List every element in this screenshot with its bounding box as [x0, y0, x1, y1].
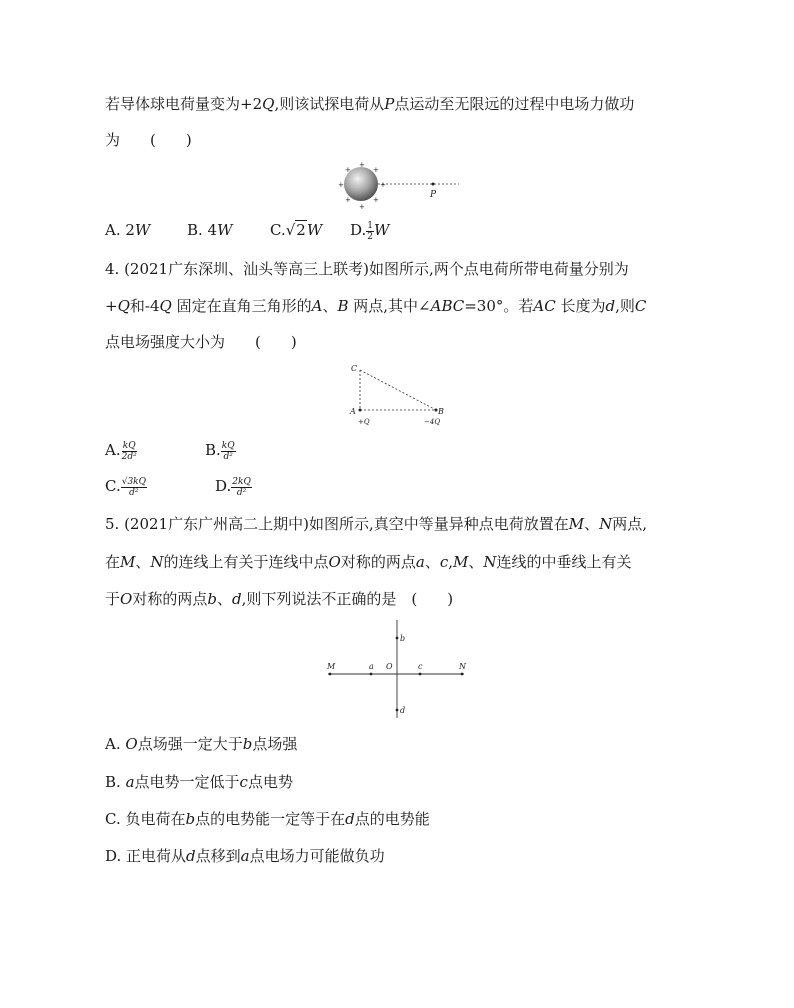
fraction [121, 441, 138, 462]
q4-text: + [105, 297, 118, 315]
fraction [221, 441, 236, 462]
q5-text: 对称的两点 [340, 553, 416, 571]
q4-text: 、 [322, 297, 338, 315]
label-A: A [350, 407, 356, 416]
label-b: b [400, 634, 406, 643]
q4-var: C [634, 297, 647, 315]
q3-option-c [270, 220, 322, 240]
fraction [366, 221, 374, 242]
option-text: B. [205, 441, 221, 459]
svg-text:+: + [345, 166, 351, 174]
q5-var: O [120, 590, 133, 608]
q4-var: B [337, 297, 349, 315]
label-C: C [351, 364, 358, 373]
q5-var: M [120, 553, 136, 571]
q5-text: 于 [105, 590, 121, 608]
q4-stem-line2 [105, 296, 646, 316]
label-P: P [430, 190, 437, 200]
q5-stem-line3 [105, 589, 453, 609]
point-a [370, 673, 373, 676]
q3-stem-line1 [105, 94, 634, 114]
fraction-den: d² [223, 451, 233, 462]
svg-text:+: + [338, 181, 344, 189]
q5-text: 的连线上有关于连线中点 [163, 553, 329, 571]
option-var: W [134, 221, 151, 239]
point-b [396, 637, 399, 640]
q4-var: d [605, 297, 616, 315]
q4-option-c [105, 472, 147, 500]
option-text: 点的电势能一定等于在 [195, 810, 346, 828]
q5-text: , [448, 553, 454, 571]
option-var: c [239, 773, 248, 791]
svg-text:+: + [373, 166, 379, 174]
q5-var: N [599, 515, 613, 533]
q3-stem-line2: 为 ( ) [105, 131, 192, 149]
option-text: 点移到 [195, 847, 241, 865]
fraction-den: d² [129, 487, 139, 498]
q5-var: N [483, 553, 497, 571]
q5-stem-line1 [105, 514, 647, 534]
q4-option-d [215, 472, 252, 500]
q5-text: 连线的中垂线上有关 [496, 553, 632, 571]
q5-option-a [105, 734, 297, 754]
q4-text: ,则 [615, 297, 635, 315]
sqrt-radicand: 2 [296, 221, 306, 239]
q5-var: c [439, 553, 449, 571]
label-plusQ: +Q [358, 418, 370, 426]
q3-option-a [105, 220, 150, 240]
option-text: 点电势 [247, 773, 293, 791]
point-M [329, 673, 332, 676]
option-var: b [185, 810, 196, 828]
option-text: D. [350, 221, 367, 239]
fraction-den: 2 [367, 231, 373, 242]
q5-var: M [568, 515, 585, 533]
option-text: 点电势一定低于 [134, 773, 240, 791]
q4-figure-triangle [344, 358, 454, 430]
q5-text: 5. (2021广东广州高二上期中)如图所示,真空中等量异种点电荷放置在 [105, 515, 569, 533]
q3-var-P: P [384, 95, 395, 113]
q3-text: 点运动至无限远的过程中电场力做功 [394, 95, 635, 113]
q4-var: ABC [430, 297, 465, 315]
label-minus4Q: −4Q [424, 418, 441, 426]
option-var: a [240, 847, 250, 865]
q5-text: 两点, [612, 515, 648, 533]
q5-var: d [231, 590, 242, 608]
option-text: C. 负电荷在 [105, 810, 186, 828]
q4-stem-line1: 4. (2021广东深圳、汕头等高三上联考)如图所示,两个点电荷所带电荷量分别为 [105, 260, 629, 278]
q4-text: 固定在直角三角形的 [171, 297, 312, 315]
q5-var: a [415, 553, 425, 571]
option-text: A. [105, 735, 126, 753]
option-text: D. 正电荷从 [105, 847, 187, 865]
sqrt-symbol: √2 [285, 221, 306, 239]
option-var: d [186, 847, 196, 865]
q4-text: =30°。若 [464, 297, 534, 315]
option-text: 点电场力可能做负功 [249, 847, 385, 865]
point-c [419, 673, 422, 676]
q4-option-a [105, 436, 138, 464]
option-text: C. [270, 221, 286, 239]
fraction-den: d² [236, 487, 247, 498]
q3-text: ,则该试探电荷从 [274, 95, 385, 113]
fraction-num: 1 [367, 220, 373, 231]
point-d [396, 709, 399, 712]
q4-var: Q [117, 297, 130, 315]
option-text: 点场强一定大于 [137, 735, 243, 753]
fraction-num: kQ [122, 440, 136, 451]
q3-option-d [350, 220, 389, 242]
svg-text:+: + [359, 203, 365, 211]
svg-text:+: + [345, 196, 351, 204]
q3-figure-charged-sphere [335, 160, 465, 212]
option-text: 点的电势能 [354, 810, 430, 828]
q4-var: AC [533, 297, 556, 315]
q4-option-b [205, 436, 236, 464]
q4-var: A [311, 297, 323, 315]
q5-option-d [105, 846, 385, 866]
option-text: C. [105, 477, 121, 495]
fraction-num: kQ [221, 440, 235, 451]
option-var: a [125, 773, 135, 791]
option-var: W [217, 221, 233, 239]
option-var: W [374, 221, 390, 239]
option-var: W [306, 221, 323, 239]
option-var: O [125, 735, 138, 753]
q4-stem-line3: 点电场强度大小为 ( ) [105, 333, 297, 351]
q3-var-Q: Q [262, 95, 275, 113]
q4-var: Q [159, 297, 172, 315]
q4-text: 和-4 [129, 297, 160, 315]
fraction [121, 477, 147, 498]
q5-text: 、 [216, 590, 232, 608]
point-A [359, 409, 362, 412]
label-c: c [418, 662, 423, 671]
q4-text: 长度为 [555, 297, 606, 315]
q5-stem-line2 [105, 552, 632, 572]
label-O: O [386, 662, 393, 671]
option-text: B. 4 [187, 221, 218, 239]
side-CB [360, 370, 436, 410]
q5-text: 在 [105, 553, 121, 571]
label-d: d [400, 706, 406, 715]
q5-text: ,则下列说法不正确的是 ( ) [241, 590, 454, 608]
fraction-num: 2kQ [232, 476, 251, 487]
point-P [432, 183, 435, 186]
q5-text: 对称的两点 [132, 590, 208, 608]
option-var: d [345, 810, 355, 828]
q5-var: O [328, 553, 341, 571]
q5-text: 、 [135, 553, 151, 571]
q3-option-b [187, 220, 233, 240]
label-a: a [369, 662, 374, 671]
label-N: N [459, 662, 466, 671]
fraction [231, 477, 252, 498]
label-M: M [327, 662, 336, 671]
q5-text: 、 [424, 553, 440, 571]
svg-text:+: + [359, 161, 365, 169]
q3-text: 若导体球电荷量变为+2 [105, 95, 263, 113]
q5-var: b [207, 590, 217, 608]
fraction-num: √3kQ [121, 476, 147, 487]
option-var: b [242, 735, 253, 753]
option-text: A. 2 [105, 221, 135, 239]
q5-var: N [150, 553, 164, 571]
q5-var: M [453, 553, 469, 571]
q5-option-c [105, 809, 430, 829]
svg-text:+: + [373, 196, 379, 204]
q4-text: 两点,其中∠ [348, 297, 431, 315]
q5-text: 、 [468, 553, 484, 571]
q5-option-b [105, 772, 293, 792]
option-text: 点场强 [252, 735, 298, 753]
option-text: D. [215, 477, 232, 495]
fraction-den: 2d² [121, 451, 137, 462]
q5-text: 、 [584, 515, 600, 533]
option-text: A. [105, 441, 121, 459]
q5-figure-axes [322, 618, 472, 722]
option-text: B. [105, 773, 126, 791]
label-B: B [438, 407, 444, 416]
svg-text:+: + [380, 181, 386, 189]
point-N [461, 673, 464, 676]
